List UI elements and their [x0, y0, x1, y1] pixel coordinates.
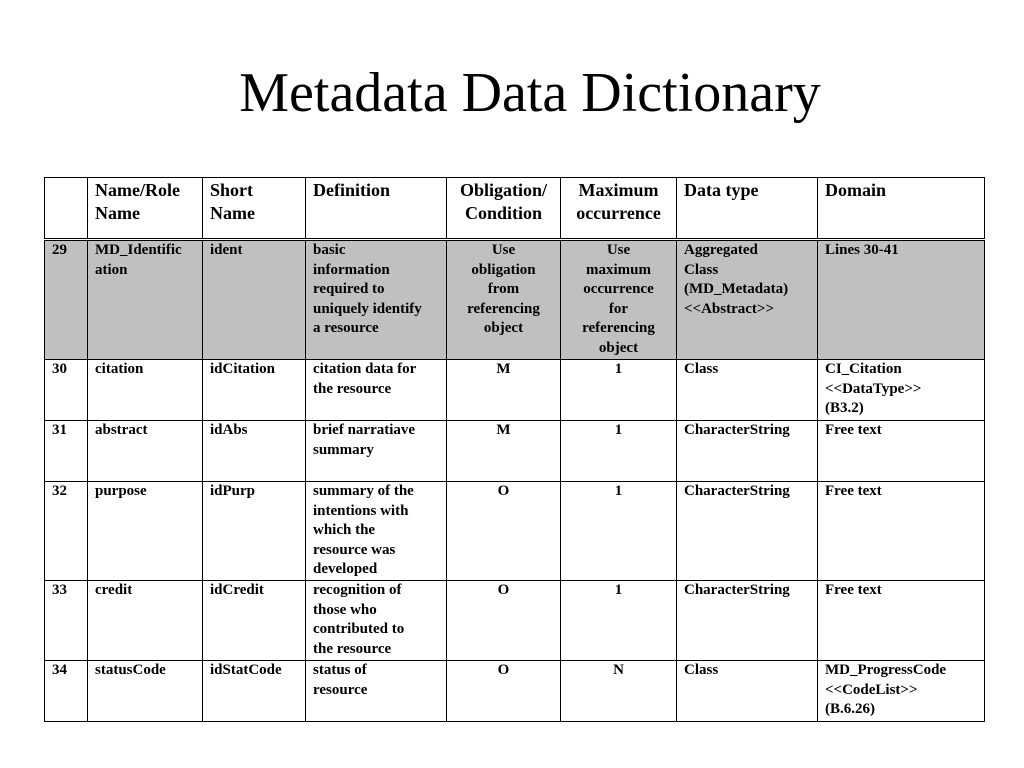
row-definition	[306, 421, 447, 482]
row-short-name: ident	[203, 240, 306, 360]
cell-line: obligation	[471, 261, 536, 278]
row-domain	[818, 360, 985, 421]
header-name-role	[88, 178, 203, 240]
cell-line: Use	[491, 242, 516, 258]
header-short-name	[203, 178, 306, 240]
row-number: 33	[45, 581, 88, 661]
cell-line: intentions with	[313, 502, 409, 519]
cell-line: Lines 30-41	[825, 242, 899, 258]
cell-line: <<CodeList>>	[825, 681, 918, 698]
cell-line: status of	[313, 662, 367, 678]
cell-line: those who	[313, 601, 377, 618]
row-obligation: O	[447, 581, 561, 661]
row-short-name: idCitation	[203, 360, 306, 421]
row-number: 30	[45, 360, 88, 421]
row-data-type: CharacterString	[677, 482, 818, 581]
row-data-type: Class	[677, 360, 818, 421]
row-number: 34	[45, 661, 88, 722]
table-header-row	[45, 178, 985, 240]
cell-line: ation	[95, 261, 128, 278]
cell-line: which the	[313, 522, 376, 539]
header-obligation	[447, 178, 561, 240]
header-text: Name	[95, 203, 140, 223]
header-text: Name/Role	[95, 180, 180, 200]
table-row	[45, 360, 985, 421]
cell-line: (B3.2)	[825, 400, 864, 417]
cell-line: summary	[313, 441, 374, 458]
row-data-type: CharacterString	[677, 421, 818, 482]
row-obligation: O	[447, 482, 561, 581]
cell-line: MD_ProgressCode	[825, 662, 947, 678]
row-number: 31	[45, 421, 88, 482]
cell-line: Aggregated	[684, 242, 758, 258]
data-dictionary-table	[44, 177, 985, 722]
row-maximum-occurrence: 1	[561, 421, 677, 482]
cell-line: required to	[313, 281, 385, 298]
cell-line: Use	[606, 242, 631, 258]
row-definition	[306, 581, 447, 661]
header-definition: Definition	[306, 178, 447, 240]
page-title: Metadata Data Dictionary	[239, 62, 821, 124]
cell-line: uniquely identify	[313, 300, 422, 317]
cell-line: (B.6.26)	[825, 701, 875, 718]
row-definition	[306, 240, 447, 360]
cell-line: object	[483, 320, 524, 337]
row-name: abstract	[88, 421, 203, 482]
row-name: citation	[88, 360, 203, 421]
row-maximum-occurrence	[561, 240, 677, 360]
cell-line: CI_Citation	[825, 361, 902, 377]
row-short-name: idStatCode	[203, 661, 306, 722]
row-definition	[306, 360, 447, 421]
header-text: Condition	[464, 203, 543, 223]
header-number	[45, 178, 88, 240]
table-row	[45, 482, 985, 581]
cell-line: citation data for	[313, 361, 417, 377]
row-domain: Free text	[818, 581, 985, 661]
row-obligation: O	[447, 661, 561, 722]
row-domain: Free text	[818, 482, 985, 581]
row-definition	[306, 482, 447, 581]
header-data-type: Data type	[677, 178, 818, 240]
cell-line: resource was	[313, 541, 396, 558]
cell-line: maximum	[586, 261, 651, 278]
cell-line: occurrence	[583, 281, 654, 298]
row-name: purpose	[88, 482, 203, 581]
table-row	[45, 421, 985, 482]
header-text: Obligation/	[459, 180, 548, 200]
cell-line: information	[313, 261, 390, 278]
header-text: occurrence	[576, 203, 661, 223]
row-number: 29	[45, 240, 88, 360]
cell-line: resource	[313, 681, 368, 698]
cell-line: <<DataType>>	[825, 380, 922, 397]
row-obligation	[447, 240, 561, 360]
cell-line: from	[487, 281, 520, 298]
row-domain: Free text	[818, 421, 985, 482]
header-maximum-occurrence	[561, 178, 677, 240]
row-maximum-occurrence: 1	[561, 482, 677, 581]
row-short-name: idCredit	[203, 581, 306, 661]
row-name: credit	[88, 581, 203, 661]
cell-line: the resource	[313, 380, 392, 397]
cell-line: contributed to	[313, 621, 405, 638]
row-data-type: CharacterString	[677, 581, 818, 661]
cell-line: recognition of	[313, 582, 402, 598]
table-row	[45, 661, 985, 722]
cell-line: the resource	[313, 640, 392, 657]
table-row	[45, 240, 985, 360]
row-maximum-occurrence: 1	[561, 581, 677, 661]
cell-line: for	[608, 300, 629, 317]
row-obligation: M	[447, 360, 561, 421]
row-number: 32	[45, 482, 88, 581]
cell-line: basic	[313, 242, 346, 258]
row-data-type	[677, 240, 818, 360]
cell-line: <<Abstract>>	[684, 300, 775, 317]
row-definition	[306, 661, 447, 722]
row-obligation: M	[447, 421, 561, 482]
row-maximum-occurrence: N	[561, 661, 677, 722]
row-name	[88, 240, 203, 360]
row-maximum-occurrence: 1	[561, 360, 677, 421]
row-short-name: idAbs	[203, 421, 306, 482]
table-row	[45, 581, 985, 661]
row-domain	[818, 240, 985, 360]
row-short-name: idPurp	[203, 482, 306, 581]
cell-line: MD_Identific	[95, 242, 182, 258]
header-text: Maximum	[578, 180, 659, 200]
header-domain: Domain	[818, 178, 985, 240]
cell-line: object	[598, 339, 639, 356]
cell-line: a resource	[313, 320, 379, 337]
row-data-type: Class	[677, 661, 818, 722]
row-domain	[818, 661, 985, 722]
cell-line: referencing	[582, 320, 655, 337]
cell-line: brief narratiave	[313, 422, 416, 438]
cell-line: Class	[684, 261, 719, 278]
header-text: Name	[210, 203, 255, 223]
cell-line: (MD_Metadata)	[684, 281, 789, 298]
cell-line: developed	[313, 561, 378, 578]
header-text: Short	[210, 180, 254, 200]
cell-line: summary of the	[313, 483, 414, 499]
row-name: statusCode	[88, 661, 203, 722]
cell-line: referencing	[467, 300, 540, 317]
